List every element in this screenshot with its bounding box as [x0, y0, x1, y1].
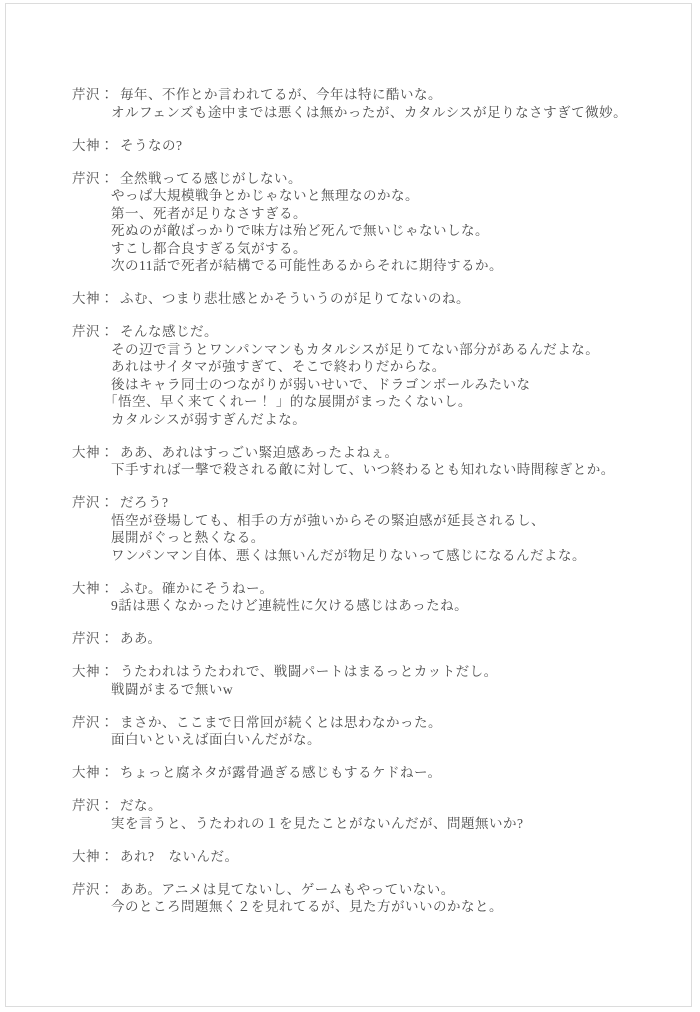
- dialogue-line: [72, 714, 660, 732]
- line-text: 第一、死者が足りなさすぎる。: [111, 205, 307, 221]
- line-text: そんな感じだ。: [120, 324, 218, 339]
- speaker-name: 芹沢: [72, 881, 100, 897]
- speaker-name: 大神: [72, 291, 100, 306]
- dialogue-entry: [72, 714, 660, 749]
- line-text: 面白いといえば面白いんだがな。: [111, 732, 321, 747]
- dialogue-entry: [72, 86, 660, 121]
- line-text: あれ? ないんだ。: [120, 848, 239, 864]
- dialogue-line: [72, 547, 660, 565]
- dialogue-entry: [72, 444, 660, 479]
- line-text: ちょっと腐ネタが露骨過ぎる感じもするケドねー。: [120, 765, 442, 780]
- line-text: やっぱ大規模戦争とかじゃないと無理なのかな。: [111, 188, 419, 203]
- speaker-name: 大神: [72, 580, 100, 596]
- line-text: その辺で言うとワンパンマンもカタルシスが足りてない部分があるんだよな。: [111, 341, 600, 357]
- dialogue-line: [72, 323, 660, 341]
- dialogue-line: [72, 898, 660, 916]
- dialogue-line: [72, 815, 660, 833]
- dialogue-line: [72, 205, 660, 223]
- speaker-name: 芹沢: [72, 324, 100, 339]
- speaker-colon: ：: [100, 291, 114, 306]
- dialogue-transcript: [72, 86, 660, 931]
- line-text: だろう?: [120, 495, 169, 510]
- line-text: 展開がぐっと熱くなる。: [111, 530, 265, 545]
- line-text: そうなの?: [120, 137, 183, 153]
- dialogue-entry: [72, 323, 660, 428]
- line-text: まさか、ここまで日常回が続くとは思わなかった。: [120, 714, 442, 730]
- speaker-colon: ：: [100, 137, 114, 153]
- dialogue-line: [72, 86, 660, 104]
- speaker-name: 大神: [72, 848, 100, 864]
- line-text: ふむ。確かにそうねー。: [120, 580, 274, 596]
- speaker-name: 芹沢: [72, 798, 100, 813]
- dialogue-line: [72, 461, 660, 479]
- line-text: 「悟空、早く来てくれー！ 」的な展開がまったくないし。: [104, 394, 472, 409]
- dialogue-entry: [72, 290, 660, 308]
- speaker-name: 芹沢: [72, 170, 100, 186]
- speaker-name: 芹沢: [72, 714, 100, 730]
- dialogue-entry: [72, 494, 660, 564]
- line-text: 後はキャラ同士のつながりが弱いせいで、ドラゴンボールみたいな: [111, 376, 531, 392]
- speaker-name: 大神: [72, 664, 100, 679]
- dialogue-line: [72, 137, 660, 155]
- speaker-colon: ：: [100, 848, 114, 864]
- speaker-colon: ：: [100, 798, 114, 813]
- dialogue-line: [72, 240, 660, 258]
- dialogue-line: [72, 512, 660, 530]
- dialogue-line: [72, 358, 660, 376]
- dialogue-entry: [72, 764, 660, 782]
- dialogue-line: [72, 187, 660, 205]
- dialogue-line: [72, 257, 660, 275]
- speaker-colon: ：: [100, 765, 114, 780]
- dialogue-line: [72, 580, 660, 598]
- speaker-colon: ：: [100, 881, 114, 897]
- line-text: すこし都合良すぎる気がする。: [111, 240, 307, 256]
- dialogue-line: [72, 411, 660, 429]
- dialogue-line: [72, 848, 660, 866]
- dialogue-line: [72, 881, 660, 899]
- dialogue-entry: [72, 137, 660, 155]
- line-text: ふむ、つまり悲壮感とかそういうのが足りてないのね。: [120, 291, 470, 306]
- dialogue-line: [72, 444, 660, 462]
- line-text: 戦闘がまるで無いw: [111, 681, 234, 697]
- speaker-name: 芹沢: [72, 495, 100, 510]
- dialogue-entry: [72, 630, 660, 648]
- speaker-colon: ：: [100, 170, 114, 186]
- line-text: ああ。アニメは見てないし、ゲームもやっていない。: [120, 881, 455, 897]
- line-text: ワンパンマン自体、悪くは無いんだが物足りないって感じになるんだよな。: [111, 547, 587, 563]
- speaker-colon: ：: [100, 714, 114, 730]
- dialogue-entry: [72, 170, 660, 275]
- line-text: 9話は悪くなかったけど連続性に欠ける感じはあったね。: [111, 598, 469, 613]
- speaker-name: 芹沢: [72, 631, 100, 646]
- dialogue-line: [72, 529, 660, 547]
- dialogue-entry: [72, 797, 660, 832]
- line-text: 実を言うと、うたわれの１を見たことがないんだが、問題無いか?: [111, 815, 524, 831]
- speaker-colon: ：: [100, 631, 114, 646]
- dialogue-line: [72, 630, 660, 648]
- dialogue-entry: [72, 580, 660, 615]
- line-text: だな。: [120, 798, 162, 813]
- line-text: 全然戦ってる感じがしない。: [120, 170, 302, 186]
- line-text: 下手すれば一撃で殺される敵に対して、いつ終わるとも知れない時間稼ぎとか。: [111, 462, 615, 477]
- dialogue-line: [72, 681, 660, 699]
- speaker-colon: ：: [100, 495, 114, 510]
- speaker-colon: ：: [100, 580, 114, 596]
- dialogue-line: [72, 222, 660, 240]
- dialogue-line: [72, 764, 660, 782]
- dialogue-line: [72, 494, 660, 512]
- dialogue-line: [72, 597, 660, 615]
- speaker-name: 大神: [72, 765, 100, 780]
- line-text: あれはサイタマが強すぎて、そこで終わりだからな。: [111, 359, 446, 374]
- speaker-name: 大神: [72, 137, 100, 153]
- dialogue-entry: [72, 848, 660, 866]
- speaker-colon: ：: [100, 444, 114, 460]
- dialogue-line: [72, 341, 660, 359]
- dialogue-line: [72, 393, 660, 411]
- dialogue-entry: [72, 881, 660, 916]
- line-text: カタルシスが弱すぎんだよな。: [111, 411, 307, 427]
- line-text: 悟空が登場しても、相手の方が強いからその緊迫感が延長されるし、: [111, 512, 545, 528]
- line-text: うたわれはうたわれで、戦闘パートはまるっとカットだし。: [120, 664, 498, 679]
- line-text: 今のところ問題無く２を見れてるが、見た方がいいのかなと。: [111, 899, 503, 914]
- line-text: オルフェンズも途中までは悪くは無かったが、カタルシスが足りなさすぎて微妙。: [111, 104, 628, 120]
- dialogue-line: [72, 731, 660, 749]
- speaker-colon: ：: [100, 664, 114, 679]
- speaker-colon: ：: [100, 87, 114, 102]
- speaker-name: 大神: [72, 444, 100, 460]
- line-text: ああ。: [120, 631, 162, 646]
- line-text: 次の11話で死者が結構でる可能性あるからそれに期待するか。: [111, 258, 503, 273]
- dialogue-line: [72, 104, 660, 122]
- dialogue-entry: [72, 663, 660, 698]
- speaker-name: 芹沢: [72, 87, 100, 102]
- dialogue-line: [72, 290, 660, 308]
- speaker-colon: ：: [100, 324, 114, 339]
- line-text: ああ、あれはすっごい緊迫感あったよねぇ。: [120, 444, 399, 460]
- dialogue-line: [72, 663, 660, 681]
- line-text: 毎年、不作とか言われてるが、今年は特に酷いな。: [120, 87, 442, 102]
- line-text: 死ぬのが敵ばっかりで味方は殆ど死んで無いじゃないしな。: [111, 223, 489, 238]
- dialogue-line: [72, 797, 660, 815]
- dialogue-line: [72, 376, 660, 394]
- dialogue-line: [72, 170, 660, 188]
